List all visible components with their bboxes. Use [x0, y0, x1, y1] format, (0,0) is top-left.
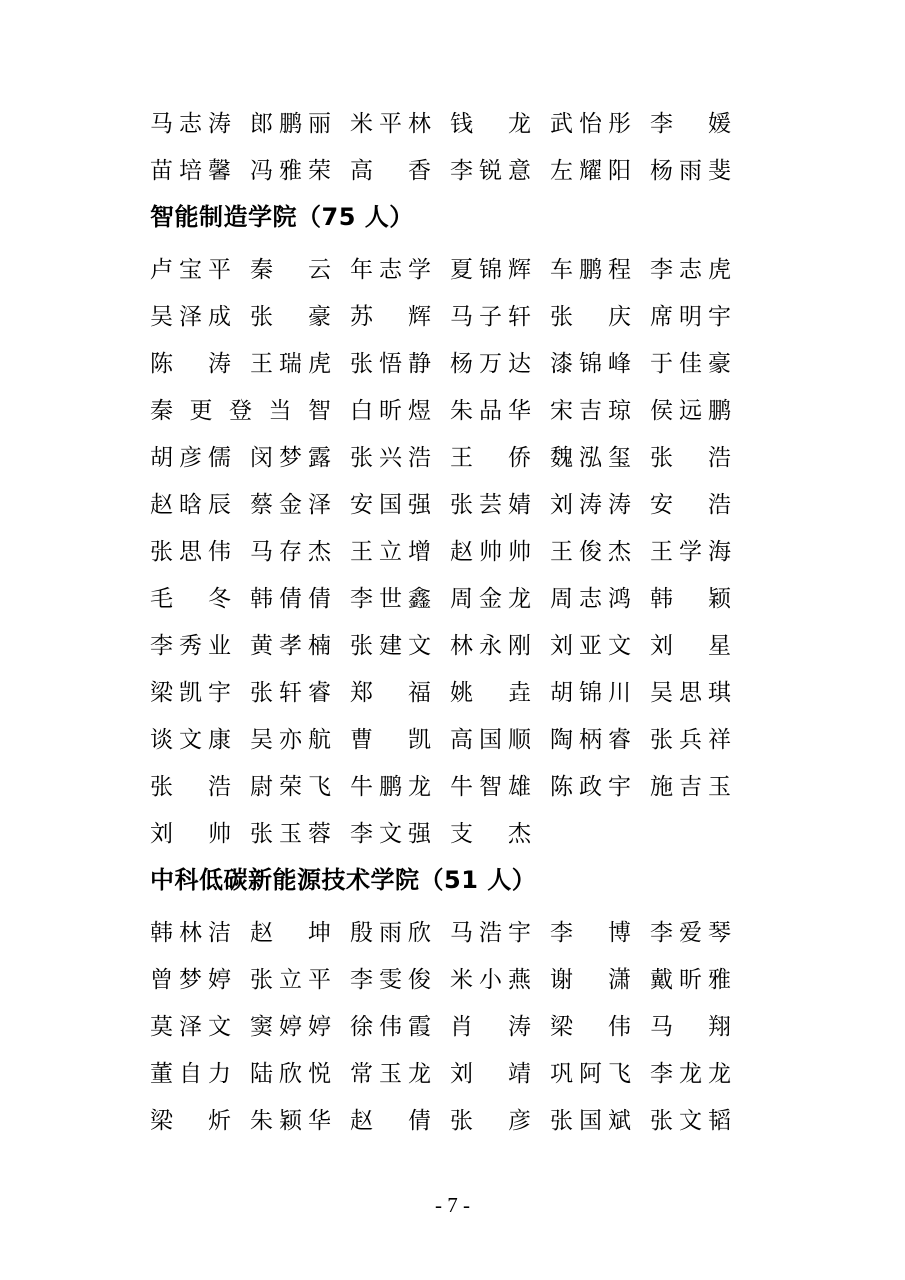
name-cell: 张玉蓉	[250, 821, 331, 846]
name-cell-empty	[650, 810, 750, 857]
name-row	[150, 575, 755, 622]
name-cell: 张芸婧	[450, 492, 531, 517]
name-cell: 林永刚	[450, 633, 531, 658]
name-row	[150, 716, 755, 763]
name-cell: 魏泓玺	[550, 445, 631, 470]
name-cell: 张兵祥	[650, 727, 731, 752]
name-row	[150, 622, 755, 669]
name-cell: 李秀业	[150, 633, 231, 658]
name-cell: 刘涛涛	[550, 492, 631, 517]
name-cell: 牛智雄	[450, 774, 531, 799]
name-row	[150, 528, 755, 575]
name-row	[150, 340, 755, 387]
name-cell: 夏锦辉	[450, 257, 531, 282]
name-cell: 张 浩	[150, 774, 231, 799]
name-cell: 安国强	[350, 492, 431, 517]
name-cell: 张 浩	[650, 445, 731, 470]
name-cell: 王立增	[350, 539, 431, 564]
name-cell: 梁凯宇	[150, 680, 231, 705]
name-cell: 张悟静	[350, 351, 431, 376]
name-row	[150, 481, 755, 528]
name-cell: 谢 潇	[550, 967, 631, 992]
name-row	[150, 100, 755, 147]
name-cell: 韩林洁	[150, 920, 231, 945]
name-cell: 张建文	[350, 633, 431, 658]
name-cell: 郑 福	[350, 680, 431, 705]
name-cell: 常玉龙	[350, 1061, 431, 1086]
name-cell: 刘 靖	[450, 1061, 531, 1086]
name-row	[150, 763, 755, 810]
name-cell: 陆欣悦	[250, 1061, 331, 1086]
name-row	[150, 246, 755, 293]
name-cell: 李 媛	[650, 111, 731, 136]
name-cell: 王学海	[650, 539, 731, 564]
name-list-content	[150, 100, 755, 1144]
name-cell: 张思伟	[150, 539, 231, 564]
name-cell: 秦更登当智	[150, 398, 331, 423]
name-cell: 于佳豪	[650, 351, 731, 376]
name-cell: 高国顺	[450, 727, 531, 752]
name-cell: 王 侨	[450, 445, 531, 470]
name-cell: 陈政宇	[550, 774, 631, 799]
name-cell: 马志涛	[150, 111, 231, 136]
name-cell: 李文强	[350, 821, 431, 846]
section-heading: 智能制造学院（75 人）	[150, 203, 414, 231]
name-cell: 苏 辉	[350, 304, 431, 329]
name-cell: 李爱琴	[650, 920, 731, 945]
name-row	[150, 669, 755, 716]
name-cell: 肖 涛	[450, 1014, 531, 1039]
page-number: - 7 -	[435, 1193, 470, 1217]
name-cell: 车鹏程	[550, 257, 631, 282]
name-cell: 年志学	[350, 257, 431, 282]
name-row	[150, 434, 755, 481]
name-cell: 张轩睿	[250, 680, 331, 705]
name-cell: 郎鹏丽	[250, 111, 331, 136]
name-cell: 陈 涛	[150, 351, 231, 376]
name-cell: 支 杰	[450, 821, 531, 846]
name-cell: 巩阿飞	[550, 1061, 631, 1086]
name-cell: 周志鸿	[550, 586, 631, 611]
name-cell: 马浩宇	[450, 920, 531, 945]
name-cell: 张 豪	[250, 304, 331, 329]
name-cell: 梁 伟	[550, 1014, 631, 1039]
name-cell: 牛鹏龙	[350, 774, 431, 799]
name-row	[150, 1050, 755, 1097]
name-cell: 刘 星	[650, 633, 731, 658]
name-cell: 董自力	[150, 1061, 231, 1086]
name-cell: 刘亚文	[550, 633, 631, 658]
name-cell: 米小燕	[450, 967, 531, 992]
name-cell: 张 庆	[550, 304, 631, 329]
name-cell: 赵帅帅	[450, 539, 531, 564]
name-cell: 戴昕雅	[650, 967, 731, 992]
name-cell: 李志虎	[650, 257, 731, 282]
name-cell: 张 彦	[450, 1108, 531, 1133]
name-cell: 席明宇	[650, 304, 731, 329]
name-cell: 曹 凯	[350, 727, 431, 752]
name-cell: 韩 颖	[650, 586, 731, 611]
name-cell: 窦婷婷	[250, 1014, 331, 1039]
name-cell: 韩倩倩	[250, 586, 331, 611]
name-cell: 杨万达	[450, 351, 531, 376]
name-cell: 宋吉琼	[550, 398, 631, 423]
section-heading: 中科低碳新能源技术学院（51 人）	[150, 866, 537, 894]
name-cell: 周金龙	[450, 586, 531, 611]
name-cell: 秦 云	[250, 257, 331, 282]
name-cell: 张兴浩	[350, 445, 431, 470]
name-cell: 苗培馨	[150, 158, 231, 183]
name-cell: 钱 龙	[450, 111, 531, 136]
name-cell: 马子轩	[450, 304, 531, 329]
name-cell: 朱颖华	[250, 1108, 331, 1133]
name-cell: 施吉玉	[650, 774, 731, 799]
name-cell: 胡锦川	[550, 680, 631, 705]
name-cell: 李雯俊	[350, 967, 431, 992]
name-cell: 吴泽成	[150, 304, 231, 329]
name-cell: 漆锦峰	[550, 351, 631, 376]
name-row	[150, 147, 755, 194]
name-cell: 张国斌	[550, 1108, 631, 1133]
name-cell: 梁 炘	[150, 1108, 231, 1133]
name-cell: 姚 垚	[450, 680, 531, 705]
name-cell: 安 浩	[650, 492, 731, 517]
name-cell-empty	[550, 810, 650, 857]
name-cell: 闵梦露	[250, 445, 331, 470]
name-cell: 毛 冬	[150, 586, 231, 611]
name-cell: 赵 坤	[250, 920, 331, 945]
name-cell: 谈文康	[150, 727, 231, 752]
name-cell: 冯雅荣	[250, 158, 331, 183]
name-cell: 李锐意	[450, 158, 531, 183]
name-cell: 左耀阳	[550, 158, 631, 183]
name-cell: 李龙龙	[650, 1061, 731, 1086]
name-cell: 王俊杰	[550, 539, 631, 564]
name-cell: 马 翔	[650, 1014, 731, 1039]
name-cell: 赵晗辰	[150, 492, 231, 517]
name-cell: 陶柄睿	[550, 727, 631, 752]
name-cell: 黄孝楠	[250, 633, 331, 658]
name-cell: 殷雨欣	[350, 920, 431, 945]
name-row	[150, 293, 755, 340]
name-cell: 卢宝平	[150, 257, 231, 282]
name-cell: 白昕煜	[350, 398, 431, 423]
name-cell: 马存杰	[250, 539, 331, 564]
name-cell: 徐伟霞	[350, 1014, 431, 1039]
name-row	[150, 387, 755, 434]
name-cell: 曾梦婷	[150, 967, 231, 992]
name-cell: 吴亦航	[250, 727, 331, 752]
name-cell: 王瑞虎	[250, 351, 331, 376]
name-cell: 吴思琪	[650, 680, 731, 705]
name-cell: 莫泽文	[150, 1014, 231, 1039]
name-row	[150, 956, 755, 1003]
name-cell: 胡彦儒	[150, 445, 231, 470]
name-row	[150, 1003, 755, 1050]
name-cell: 赵 倩	[350, 1108, 431, 1133]
name-cell: 朱品华	[450, 398, 531, 423]
name-cell: 张立平	[250, 967, 331, 992]
name-cell: 尉荣飞	[250, 774, 331, 799]
name-cell: 米平林	[350, 111, 431, 136]
name-cell: 高 香	[350, 158, 431, 183]
name-cell: 刘 帅	[150, 821, 231, 846]
name-cell: 李 博	[550, 920, 631, 945]
name-row	[150, 810, 755, 857]
name-cell: 蔡金泽	[250, 492, 331, 517]
name-cell: 杨雨斐	[650, 158, 731, 183]
name-row	[150, 909, 755, 956]
name-row	[150, 1097, 755, 1144]
name-cell: 张文韬	[650, 1108, 731, 1133]
name-cell: 李世鑫	[350, 586, 431, 611]
name-cell: 武怡彤	[550, 111, 631, 136]
name-cell: 侯远鹏	[650, 398, 731, 423]
